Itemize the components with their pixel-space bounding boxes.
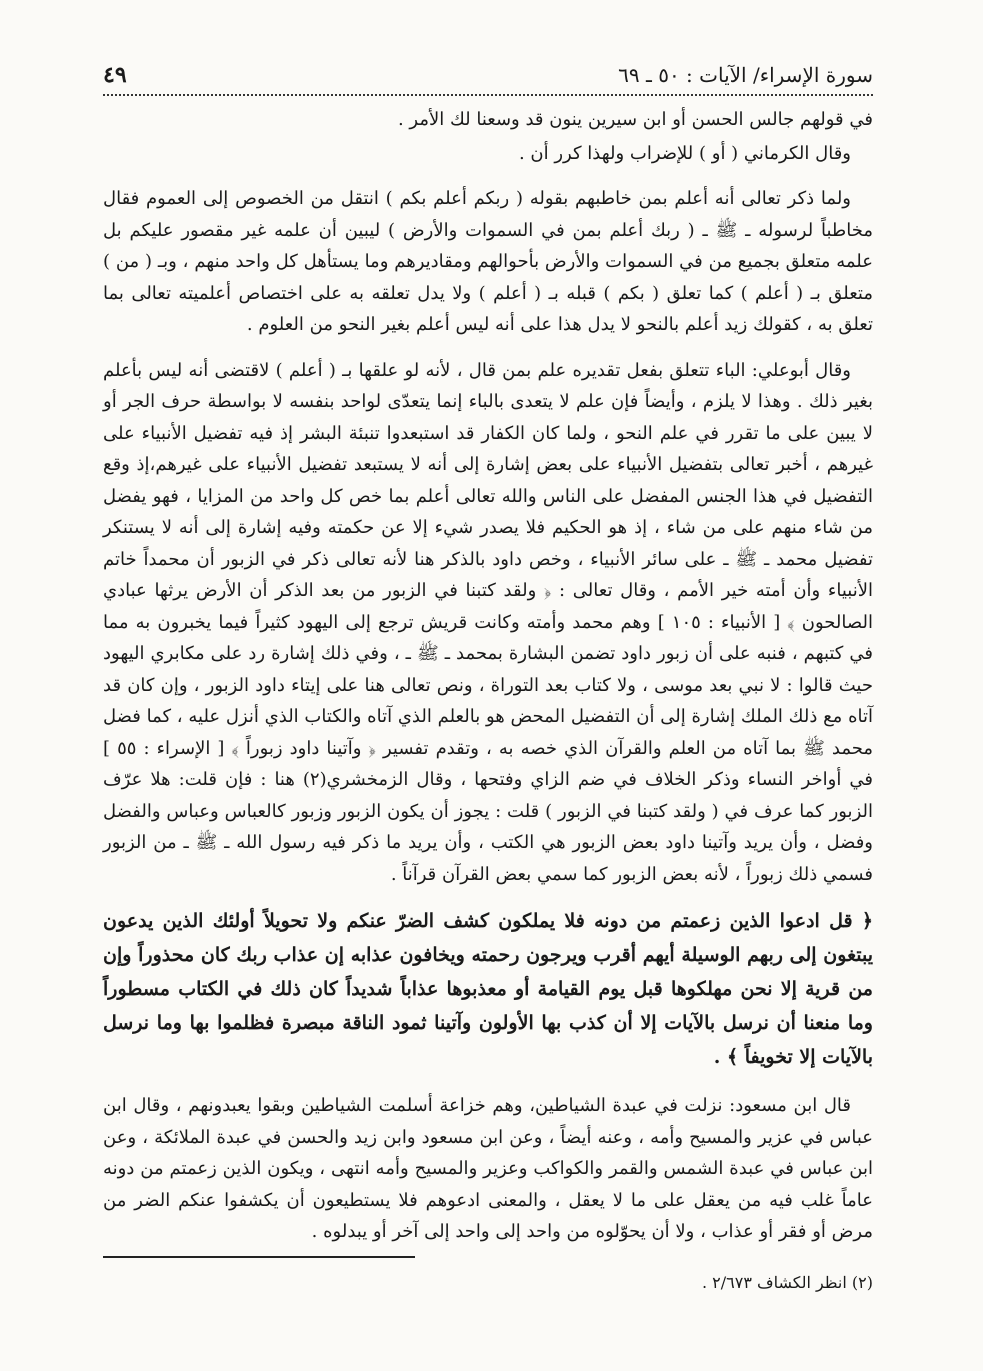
paragraph-1: في قولهم جالس الحسن أو ابن سيرين ينون قد وسعنا لك الأمر . <box>397 109 873 130</box>
page-number: ٤٩ <box>103 62 127 88</box>
paragraph-4: وقال أبوعلي: الباء تتعلق بفعل تقديره علم بمن قال ، لأنه لو علقها بـ ( أعلم ) لاقتضى أنه ليس بأعلم بغير ذلك . وهذا لا يلزم ، وأيضاً فإن علم لا يتعدى بالباء إنما يتعدّى لواحد بنفسه لا بواسطة حرف الجر أو لا يبين على ما تقرر في علم النحو ، ولما كان الكفار قد استبعدوا تنبئة البشر إذ فيه تفضيل الأنبياء على غيرهم ، أخبر تعالى بتفضيل الأنبياء على بعض إشارة إلى أنه لا يستبعد تفضيل الأنبياء على غيرهم،إذ وقع التفضيل في هذا الجنس المفضل على الناس والله تعالى أعلم بما خص كل واحد من المزايا ، فهو يفضل من شاء منهم على من شاء ، إذ هو الحكيم فلا يصدر شيء إلا عن حكمته وفيه إشارة إلى أنه لا يستنكر تفضيل محمد ـ ﷺ ـ على سائر الأنبياء ، وخص داود بالذكر هنا لأنه تعالى ذكر في الزبور أن محمداً خاتم الأنبياء وأن أمته خير الأمم ، وقال تعالى : ﴿ ولقد كتبنا في الزبور من بعد الذكر أن الأرض يرثها عبادي الصالحون ﴾ [ الأنبياء : ١٠٥ ] وهم محمد وأمته وكانت قريش ترجع إلى اليهود كثيراً فيما يخبرون به مما في كتبهم ، فنبه على أن زبور داود تضمن البشارة بمحمد ـ ﷺ ـ ، وفي ذلك إشارة رد على مكابري اليهود حيث قالوا : لا نبي بعد موسى ، ولا كتاب بعد التوراة ، ونص تعالى هنا على إيتاء داود الزبور ، وإن كان قد آتاه مع ذلك الملك إشارة إلى أن التفضيل المحض هو بالعلم الذي آتاه والكتاب الذي أنزل عليه ، كما فضل محمد ﷺ بما آتاه من العلم والقرآن الذي خصه به ، وتقدم تفسير ﴿ وآتينا داود زبوراً ﴾ [ الإسراء : ٥٥ ] في أواخر النساء وذكر الخلاف في ضم الزاي وفتحها ، وقال الزمخشري(٢) هنا : فإن قلت: هلا عرّف الزبور كما عرف في ( ولقد كتبنا في الزبور ) قلت : يجوز أن يكون الزبور وزبور كالعباس وعباس والفضل وفضل ، وأن يريد وآتينا داود بعض الزبور هي الكتب ، وأن يريد ما ذكر فيه رسول الله ـ ﷺ ـ من الزبور فسمي ذلك زبوراً ، لأنه بعض الزبور كما سمي بعض القرآن قرآناً . <box>103 359 874 885</box>
quran-verse-block: ﴿ قل ادعوا الذين زعمتم من دونه فلا يملكون كشف الضرّ عنكم ولا تحويلاً أولئك الذين يدعون يبتغون إلى ربهم الوسيلة أيهم أقرب ويرجون رحمته ويخافون عذابه إن عذاب ربك كان محذوراً وإن من قرية إلا نحن مهلكوها قبل يوم القيامة أو معذبوها عذاباً شديداً كان ذلك في الكتاب مسطوراً وما منعنا أن نرسل بالآيات إلا أن كذب بها الأولون وآتينا ثمود الناقة مبصرة فظلموا بها وما نرسل بالآيات إلا تخويفاً ﴾ . <box>103 910 873 1068</box>
header-title: سورة الإسراء/ الآيات : ٥٠ ـ ٦٩ <box>618 63 873 87</box>
footnote-divider <box>103 1256 415 1258</box>
paragraph-2: وقال الكرماني ( أو ) للإضراب ولهذا كرر أن . <box>518 142 851 164</box>
paragraph-5: قال ابن مسعود: نزلت في عبدة الشياطين، وهم خزاعة أسلمت الشياطين وبقوا يعبدونهم ، وقال ابن عباس في عزير والمسيح وأمه ، وعنه أيضاً ، وعن ابن مسعود وابن زيد والحسن في عبدة الملائكة ، وعن ابن عباس في عبدة الشمس والقمر والكواكب وعزير والمسيح وأمه انتهى ، ويكون الذين زعمتم من دونه عاماً غلب فيه من يعقل على ما لا يعقل ، والمعنى ادعوهم فلا يستطيعون أن يكشفوا عنكم الضر من مرض أو فقر أو عذاب ، ولا أن يحوّلوه من واحد إلى واحد إلى آخر أو يبدلوه . <box>103 1095 873 1242</box>
footnote: (٢) انظر الكشاف ٢/٦٧٣ . <box>701 1273 873 1292</box>
running-header <box>103 62 873 96</box>
paragraph-3: ولما ذكر تعالى أنه أعلم بمن خاطبهم بقوله ( ربكم أعلم بكم ) انتقل من الخصوص إلى العموم فقال مخاطباً لرسوله ـ ﷺ ـ ( ربك أعلم بمن في السموات والأرض ) ليبين أن علمه غير مقصور عليكم بل علمه متعلق بجميع من في السموات والأرض بأحوالهم ومقاديرهم وما يستأهل كل واحد منهم ، وبـ ( من ) متعلق بـ ( أعلم ) كما تعلق ( بكم ) قبله بـ ( أعلم ) ولا يدل تعلقه به على اختصاص أعلميته تعالى بما تعلق به ، كقولك زيد أعلم بالنحو لا يدل هذا على أنه ليس أعلم بغير النحو من العلوم . <box>103 188 874 335</box>
